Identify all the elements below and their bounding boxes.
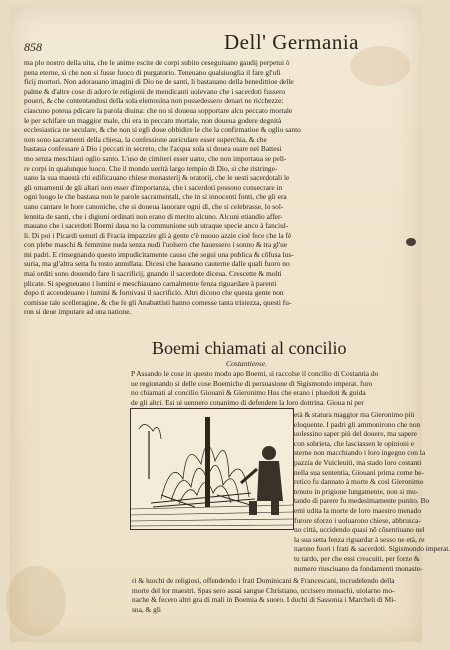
text-line: comisse tale scelleragine, & che fe gli Anabattisti hanno comesse tanta tristezza, questi fu- bbox=[24, 297, 292, 307]
text-line: uano cantare le hore canoniche, che si doueua lauorare ogni dì, che si celebrasse, lo sol- bbox=[24, 201, 284, 211]
text-line: ri & luochi de religiosi, offendendo i frati Dominicani & Francescani, incrudelendo della bbox=[132, 576, 395, 585]
running-head: Dell' Germania bbox=[224, 30, 359, 54]
woodcut-illustration bbox=[131, 409, 293, 529]
text-line: li. Di poi i Picardi uenuti di Fracia impazzire gli à gente c'è nuouo azzie cioè fece che la fè bbox=[24, 230, 292, 240]
text-line: gli ornamenti de gli altari non esser d'importanza, che i sacerdoti possono consecrare in bbox=[24, 182, 283, 192]
upper-text-block bbox=[24, 58, 408, 323]
text-line: poueri, & che contentandosi della sola elemosina non possedessero denari ne ricchezze: bbox=[24, 96, 284, 106]
text-line: numero riusciuano da fondamenti monaste- bbox=[294, 563, 423, 573]
text-line: tando di parere fu medesimamente punito. Bo bbox=[294, 496, 430, 506]
woodcut-execution-icon bbox=[130, 408, 294, 530]
text-line: plicate. Si spegneuano i lumini e meschiauano carnalmente fenza riguardare à parenti bbox=[24, 278, 277, 288]
text-line: dopo ti accendeuano i lumini & fornivasi il sacrificio. Altri dicono che questa gente non bbox=[24, 288, 284, 298]
text-line: con sobrieta, che lasciassen le opinioni e bbox=[294, 438, 415, 448]
text-line: le per schifare un maggior male, chi era in peccato mortale, non doueua godere degnità bbox=[24, 115, 282, 125]
text-line: la sua setta fenza riguardar à sesso ne età, re bbox=[294, 534, 425, 544]
text-line: sna, & gli bbox=[132, 604, 161, 614]
text-line: eloquente. I padri gli ammonirono che non bbox=[294, 419, 421, 429]
text-line: no chiamati al concilio Giouani & Gieronimo Hus che erano i pluedoti & guida bbox=[131, 388, 366, 398]
section-subtitle: Costantiense. bbox=[226, 359, 268, 368]
text-line: ma plo nostro della uita, che le anime escite de corpi subito ceseguiuano gaudij perpetui ò bbox=[24, 58, 290, 67]
section-title: Boemi chiamati al concilio bbox=[152, 338, 347, 358]
text-line: mo senza meschiaui oglio santo. L'uso de cimiteri esser uano, che non importaua se pell- bbox=[24, 153, 287, 163]
text-line: ciascuno poteua pdicare la parola diuina: che no si doueua sopportare alcu peccato mortale bbox=[24, 105, 293, 115]
text-line: tenuto in prigione lungamente, non si mu- bbox=[294, 486, 419, 496]
text-line: retico fu dannato à morte & così Gieronimo bbox=[294, 477, 424, 487]
text-line: età & statura maggior ma Gieronimo più bbox=[294, 410, 415, 419]
text-line: uano la sua maestà chi edificauano chiese monasterij & oratorij, che le uesti sacerdotali le bbox=[24, 173, 290, 183]
text-line: P Assando le cose in questo modo apo Boemi, si raccolse il concilio di Costantia do bbox=[131, 369, 379, 378]
text-line: ron si deue imputare ad una natione. bbox=[24, 307, 132, 317]
text-line: ecclesiastica ne seculare, & che non si egli doue obbidire le che la confirmatioe & oglio santo bbox=[24, 125, 301, 135]
page-number: 858 bbox=[24, 40, 42, 54]
text-line: con plebe maschi & femmine nuda senza nudi l'uolsero che hauessero i sonno & tra gl'ue bbox=[24, 240, 288, 250]
text-line: morte del lor maestri. Spas sero assai sangue Christiano, uccisero monachi, uiolarno mo- bbox=[132, 585, 395, 595]
text-line: re corpi in qualunque luoco. Che il mondo uerità largo tempio di Dio, si che ristringe- bbox=[24, 163, 278, 173]
page-header bbox=[24, 30, 408, 56]
text-line: suria, ma gl'altra setta fu tosto annullata. Dicesi che haueano cauterne dalle quali fuoro no bbox=[24, 259, 290, 269]
text-line: de gli altri. Esi ui uennero conanimo di defendere la loro dottrina. Gioua ni per bbox=[131, 397, 364, 407]
intro-text-block bbox=[131, 369, 409, 409]
text-line: mai orditi sono douendo fare li sacrificij, gnando il sacerdote diceua. Crescette & molti bbox=[24, 269, 282, 279]
text-line: ogni luogo le che bastaua non le parole sacramentali, che in si innocenti fonti, che gli era bbox=[24, 192, 287, 202]
text-line: lennita de santi, che i digiuni ordinati non erano di merito alcuno. Alcuni etiandio affer- bbox=[24, 211, 283, 221]
text-line: non sono sacramenti della chiesa, la confessione auriculare esser superchia, & che bbox=[24, 134, 267, 144]
text-line: mauano che i sacerdoti Boemi daua no la communione sub utraque specie anco à fanciul- bbox=[24, 221, 289, 231]
text-line: mi padri. E rinsegnando questo impudicitamente causo che segui una publica & cõfusa lus- bbox=[24, 249, 294, 259]
text-line: nella sua sententia, Giouani prima come he- bbox=[294, 467, 424, 477]
text-line: emi udita la morte de loro maestro menado bbox=[294, 505, 422, 515]
text-line: uolessino saper più del douere, ma sapere bbox=[294, 429, 417, 439]
stain bbox=[6, 566, 66, 636]
text-line: sterne non macchiando i loro ingegno con la bbox=[294, 448, 426, 458]
text-line: tu tardo, per che essi crescuiti, per forze & bbox=[294, 553, 420, 563]
text-line: no città, uccidendo quasi nō cõsentiuano nel bbox=[294, 525, 425, 535]
bottom-text-block bbox=[132, 576, 410, 618]
text-line: ue regionando si delle cose Boemiche di persuasione di Sigismondo imperat. furo bbox=[131, 378, 373, 388]
text-line: narono fuori i frati & sacerdoti. Sigismondo imperat. bbox=[294, 544, 450, 554]
text-line: nache & fecero altri gra di mali in Boemia & suoro. I duchi di Sassonia i Marcheli di Mi- bbox=[132, 595, 396, 605]
text-line: pazzia de Vuicleuiti, ma stado loro costanti bbox=[294, 457, 422, 467]
text-line: palme & d'altre cose di adoro le religioni de mendicanti uolevano che i sacerdoti fussero bbox=[24, 86, 286, 96]
text-line: bastaua confessare à Dio i peccati in secreto, che l'acqua sola si douea usare nel Battesi bbox=[24, 144, 282, 154]
text-line: ficij mortori. Non adorauano imagini di Dio ne de santi, li bastauano della benedittioe delle bbox=[24, 77, 294, 87]
right-column-text bbox=[294, 410, 450, 578]
text-line: pena eterne, sì che non si fusse fuoco di purgatorio. Teneuano qualsiuoglia il fare gl'ufi bbox=[24, 67, 281, 77]
text-line: furore sforzo i uoluarono chiese, abbrusca- bbox=[294, 515, 421, 525]
